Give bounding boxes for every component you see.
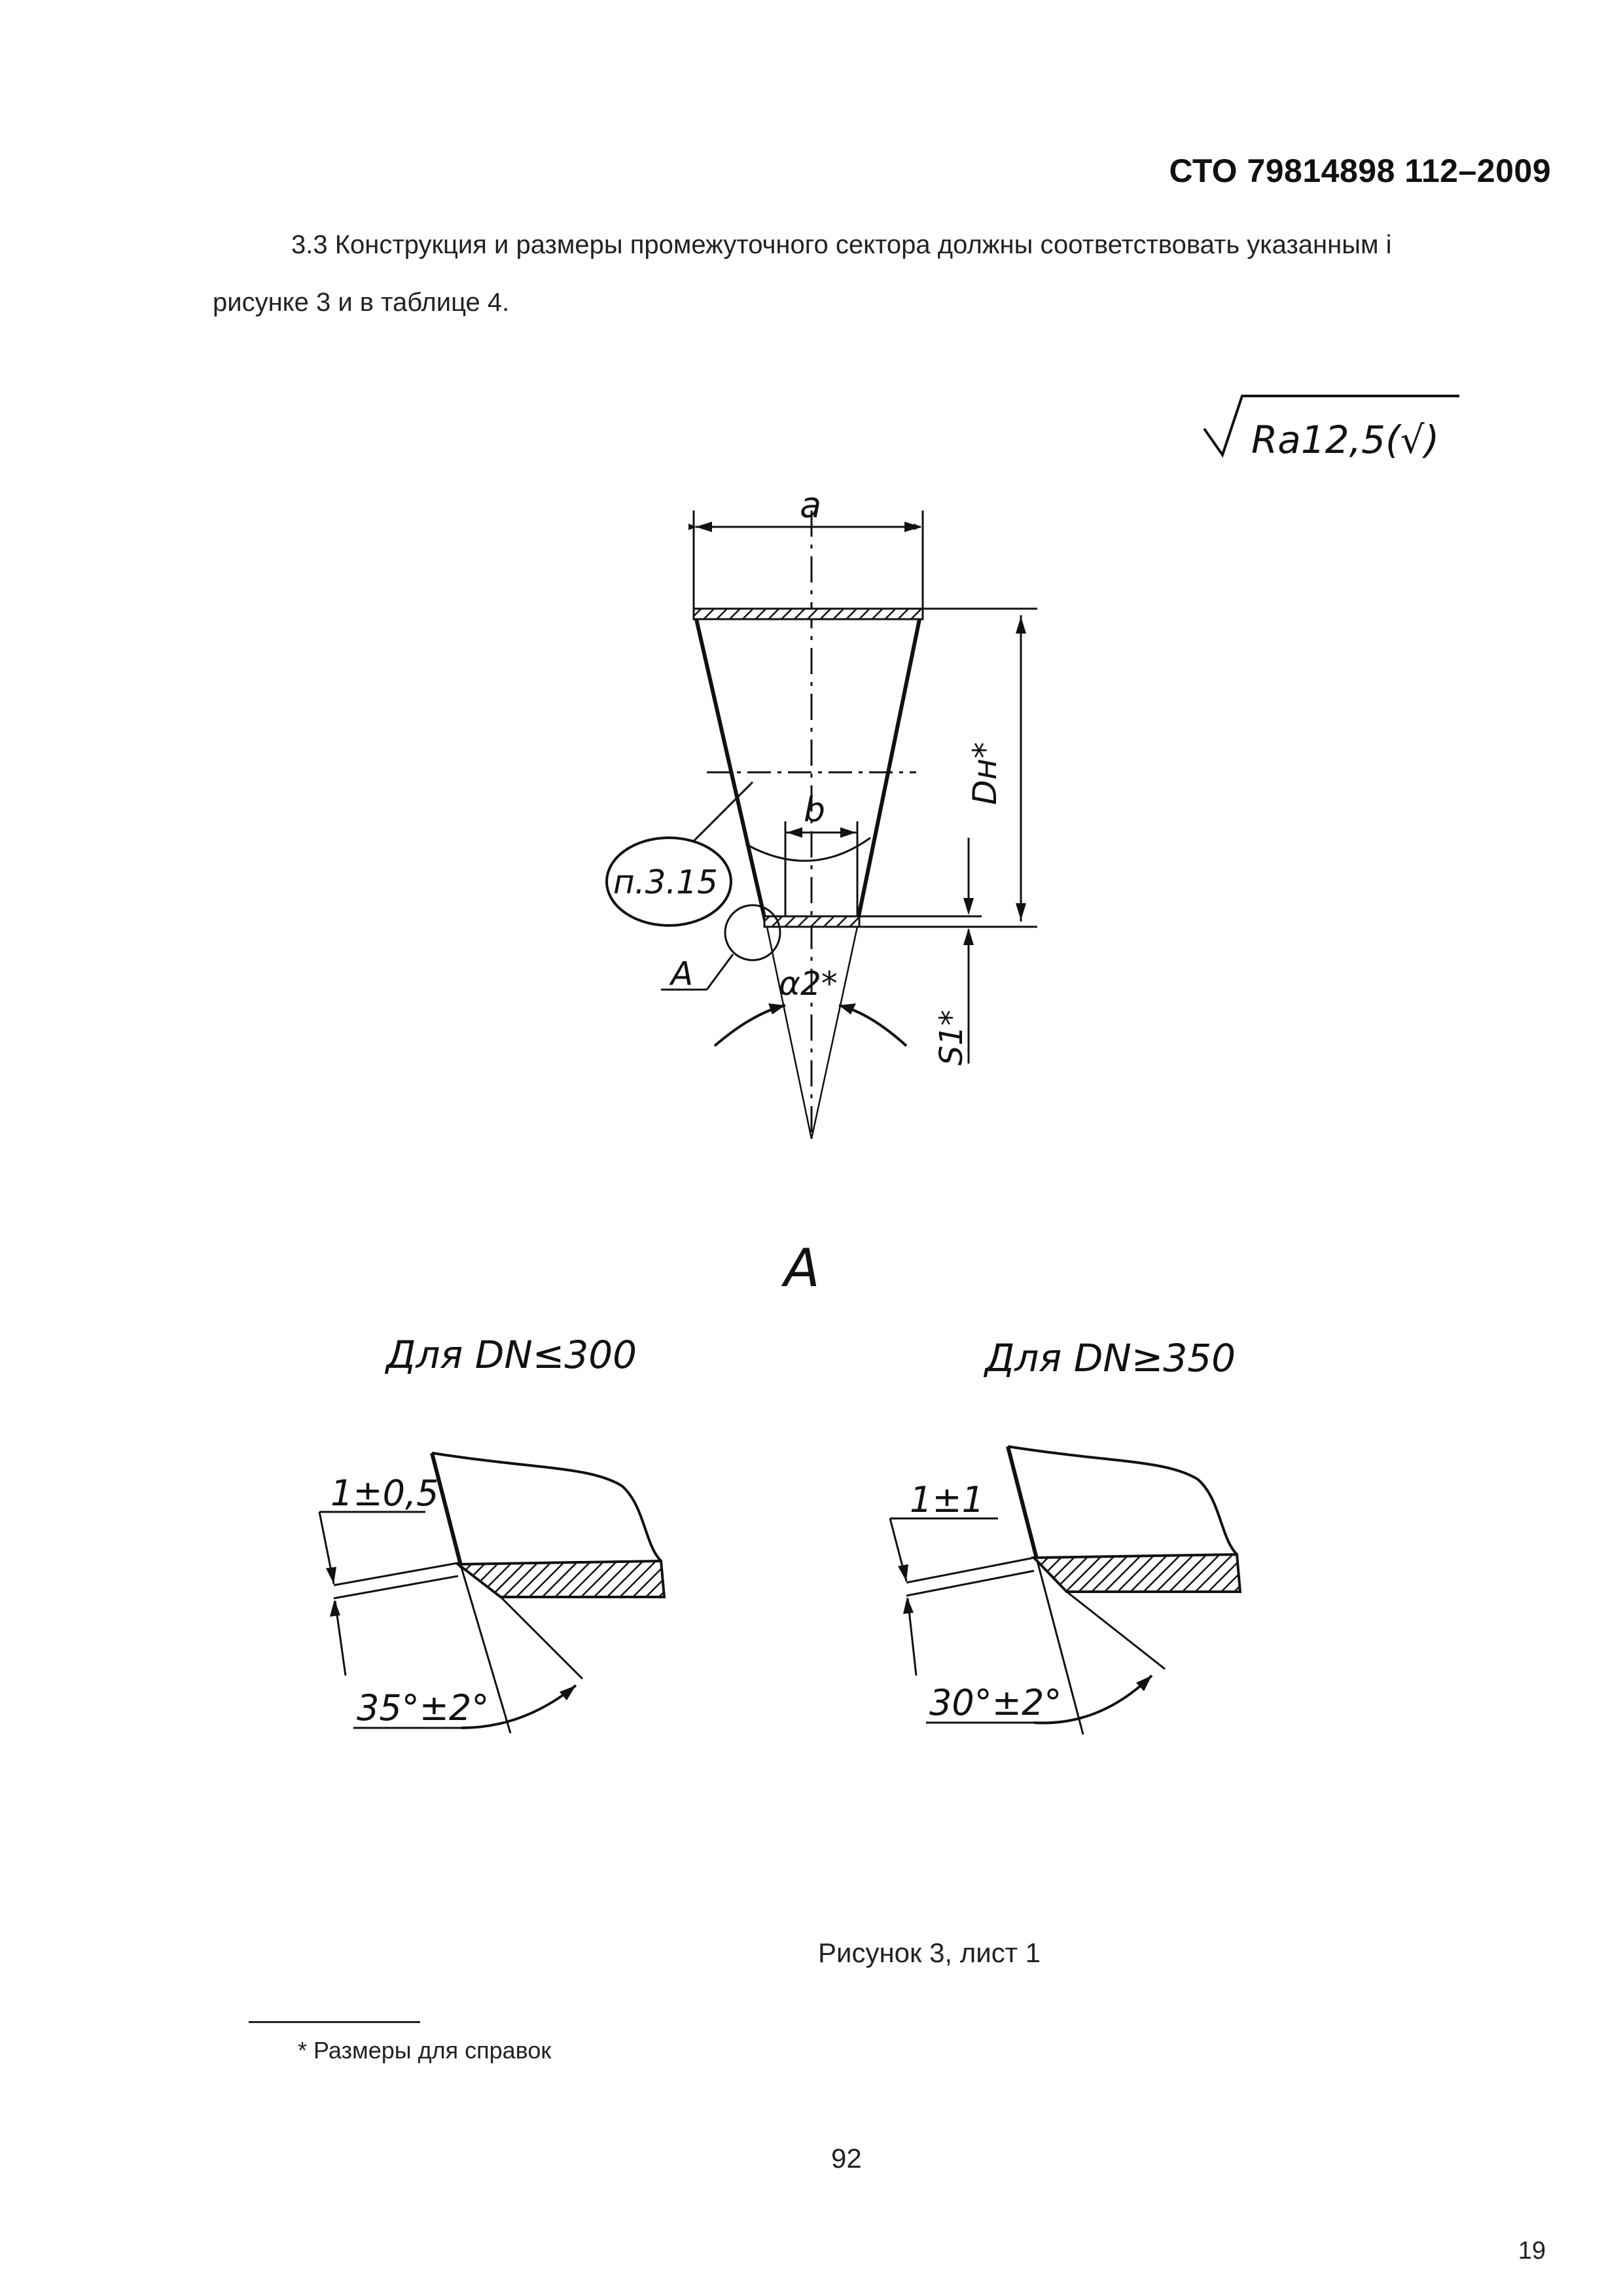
ref-note-label: п.3.15 bbox=[613, 863, 718, 901]
dim-a-label: a bbox=[800, 484, 822, 526]
dim-s1-label: S1* bbox=[933, 1009, 970, 1066]
intro-line-2: рисунке 3 и в таблице 4. bbox=[213, 288, 510, 317]
roughness-label: Ra12,5(√) bbox=[1251, 418, 1440, 462]
sector-view bbox=[607, 484, 1037, 1139]
footnote: * Размеры для справок bbox=[298, 2037, 552, 2064]
detail-right-title: Для DN≥350 bbox=[985, 1336, 1236, 1380]
detail-left-title: Для DN≤300 bbox=[386, 1333, 637, 1377]
detail-right-tolerance: 1±1 bbox=[910, 1479, 984, 1520]
detail-left-angle: 35°±2° bbox=[357, 1687, 490, 1729]
detail-left bbox=[319, 1333, 664, 1733]
document-code: СТО 79814898 112–2009 bbox=[1169, 152, 1551, 189]
intro-line-1: 3.3 Конструкция и размеры промежуточного сектора должны соответствовать указанным і bbox=[291, 230, 1392, 259]
view-title: A bbox=[784, 1238, 820, 1299]
dim-b-label: b bbox=[804, 791, 826, 830]
footnote-divider bbox=[249, 2021, 420, 2023]
detail-left-tolerance: 1±0,5 bbox=[330, 1473, 439, 1514]
figure-caption: Рисунок 3, лист 1 bbox=[818, 1937, 1041, 1968]
page-number-corner: 19 bbox=[1518, 2237, 1546, 2265]
detail-right bbox=[890, 1336, 1240, 1734]
page-number-center: 92 bbox=[831, 2143, 862, 2174]
angle-a2-label: α2* bbox=[779, 965, 838, 1003]
view-ref-label: A bbox=[671, 955, 694, 993]
roughness-symbol bbox=[1204, 396, 1459, 462]
detail-right-angle: 30°±2° bbox=[929, 1682, 1062, 1723]
dim-dh-label: Dн* bbox=[966, 742, 1004, 805]
